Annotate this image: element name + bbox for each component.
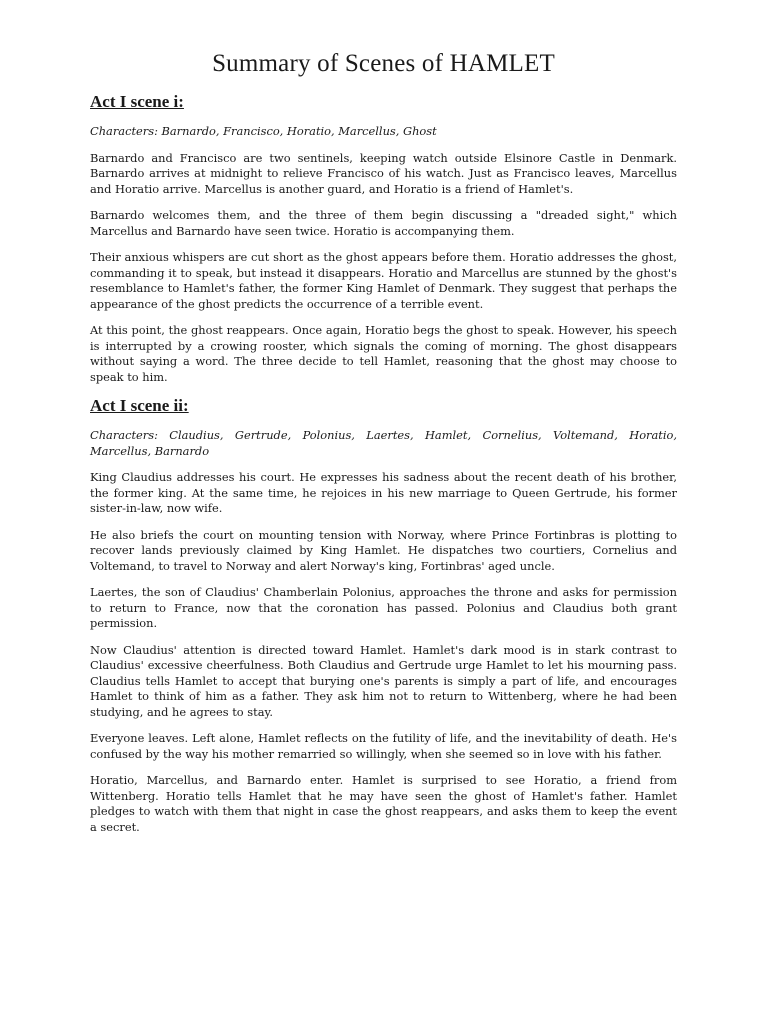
paragraph: Everyone leaves. Left alone, Hamlet reflects on the futility of life, and the inevitability of death. He's confused by the way his mother remarried so willingly, when she seemed so in love with his father. (90, 731, 677, 761)
paragraph: Their anxious whispers are cut short as the ghost appears before them. Horatio addresses the ghost, commanding it to speak, but instead it disappears. Horatio and Marcellus are stunned by the ghost's resemblance to Hamlet's father, the former King Hamlet of Denmark. They suggest that perhaps the appearance of the ghost predicts the occurrence of a terrible event. (90, 250, 677, 311)
paragraph: At this point, the ghost reappears. Once again, Horatio begs the ghost to speak. However, his speech is interrupted by a crowing rooster, which signals the coming of morning. The ghost disappears without saying a word. The three decide to tell Hamlet, reasoning that the ghost may choose to speak to him. (90, 323, 677, 384)
scene-act1-scene2 (90, 396, 677, 835)
scene-act1-scene1 (90, 92, 677, 385)
paragraph: King Claudius addresses his court. He expresses his sadness about the recent death of his brother, the former king. At the same time, he rejoices in his new marriage to Queen Gertrude, his former sister-in-law, now wife. (90, 470, 677, 515)
paragraph: Horatio, Marcellus, and Barnardo enter. Hamlet is surprised to see Horatio, a friend from Wittenberg. Horatio tells Hamlet that he may have seen the ghost of Hamlet's father. Hamlet pledges to watch with them that night in case the ghost reappears, and asks them to keep the event a secret. (90, 773, 677, 834)
scene-heading: Act I scene ii: (90, 396, 189, 415)
paragraph: Barnardo and Francisco are two sentinels, keeping watch outside Elsinore Castle in Denmark. Barnardo arrives at midnight to relieve Francisco of his watch. Just as Francisco leaves, Marcellus and Horatio arrive. Marcellus is another guard, and Horatio is a friend of Hamlet's. (90, 150, 677, 196)
document-title: Summary of Scenes of HAMLET (212, 50, 555, 77)
paragraph: Barnardo welcomes them, and the three of them begin discussing a "dreaded sight," which Marcellus and Barnardo have seen twice. Horatio is accompanying them. (90, 208, 677, 238)
document-page (90, 50, 677, 846)
paragraph: Laertes, the son of Claudius' Chamberlain Polonius, approaches the throne and asks for permission to return to France, now that the coronation has passed. Polonius and Claudius both grant permission. (90, 585, 677, 630)
scene-heading: Act I scene i: (90, 92, 184, 111)
scene-characters: Characters: Barnardo, Francisco, Horatio, Marcellus, Ghost (90, 124, 437, 138)
paragraph: He also briefs the court on mounting tension with Norway, where Prince Fortinbras is plotting to recover lands previously claimed by King Hamlet. He dispatches two courtiers, Cornelius and Voltemand, to travel to Norway and alert Norway's king, Fortinbras' aged uncle. (90, 527, 677, 573)
scene-characters: Characters: Claudius, Gertrude, Polonius, Laertes, Hamlet, Cornelius, Voltemand, Horatio, Marcellus, Barnardo (90, 428, 677, 458)
paragraph: Now Claudius' attention is directed toward Hamlet. Hamlet's dark mood is in stark contrast to Claudius' excessive cheerfulness. Both Claudius and Gertrude urge Hamlet to let his mourning pass. Claudius tells Hamlet to accept that burying one's parents is simply a part of life, and encourages Hamlet to think of him as a father. They ask him not to return to Wittenberg, where he had been studying, and he agrees to stay. (90, 642, 677, 719)
